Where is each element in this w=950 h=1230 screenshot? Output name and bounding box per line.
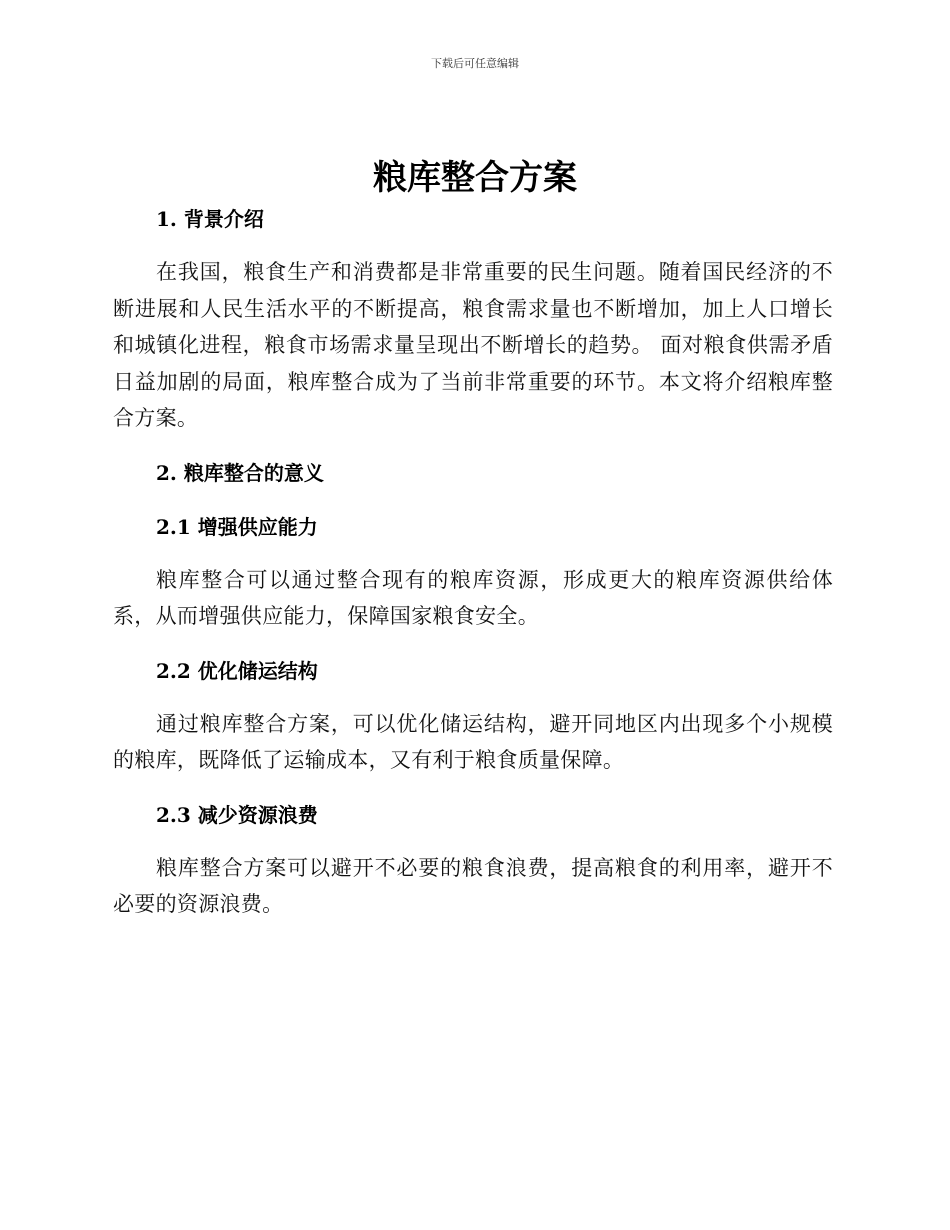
paragraph-background: 在我国，粮食生产和消费都是非常重要的民生问题。随着国民经济的不断进展和人民生活水平的不断提高，粮食需求量也不断增加，加上人口增长和城镇化进程，粮食市场需求量呈现出不断增长的趋势。 面对粮食供需矛盾日益加剧的局面，粮库整合成为了当前非常重要的环节。本文将介绍粮库整合方案。	[113, 260, 833, 430]
header-note: 下载后可任意编辑	[431, 57, 519, 70]
paragraph-reduce-waste: 粮库整合方案可以避开不必要的粮食浪费，提高粮食的利用率，避开不必要的资源浪费。	[113, 855, 833, 916]
document-title: 粮库整合方案	[373, 158, 577, 198]
section-heading-supply-capacity: 2.1 增强供应能力	[156, 514, 318, 539]
section-heading-significance: 2. 粮库整合的意义	[156, 460, 324, 485]
document-body	[113, 200, 833, 923]
section-heading-reduce-waste: 2.3 减少资源浪费	[156, 802, 318, 827]
paragraph-storage-structure: 通过粮库整合方案，可以优化储运结构，避开同地区内出现多个小规模的粮库，既降低了运输成本，又有利于粮食质量保障。	[113, 711, 833, 772]
paragraph-supply-capacity: 粮库整合可以通过整合现有的粮库资源，形成更大的粮库资源供给体系，从而增强供应能力，保障国家粮食安全。	[113, 567, 833, 628]
section-heading-background: 1. 背景介绍	[156, 207, 264, 231]
section-heading-storage-structure: 2.2 优化储运结构	[156, 658, 318, 683]
